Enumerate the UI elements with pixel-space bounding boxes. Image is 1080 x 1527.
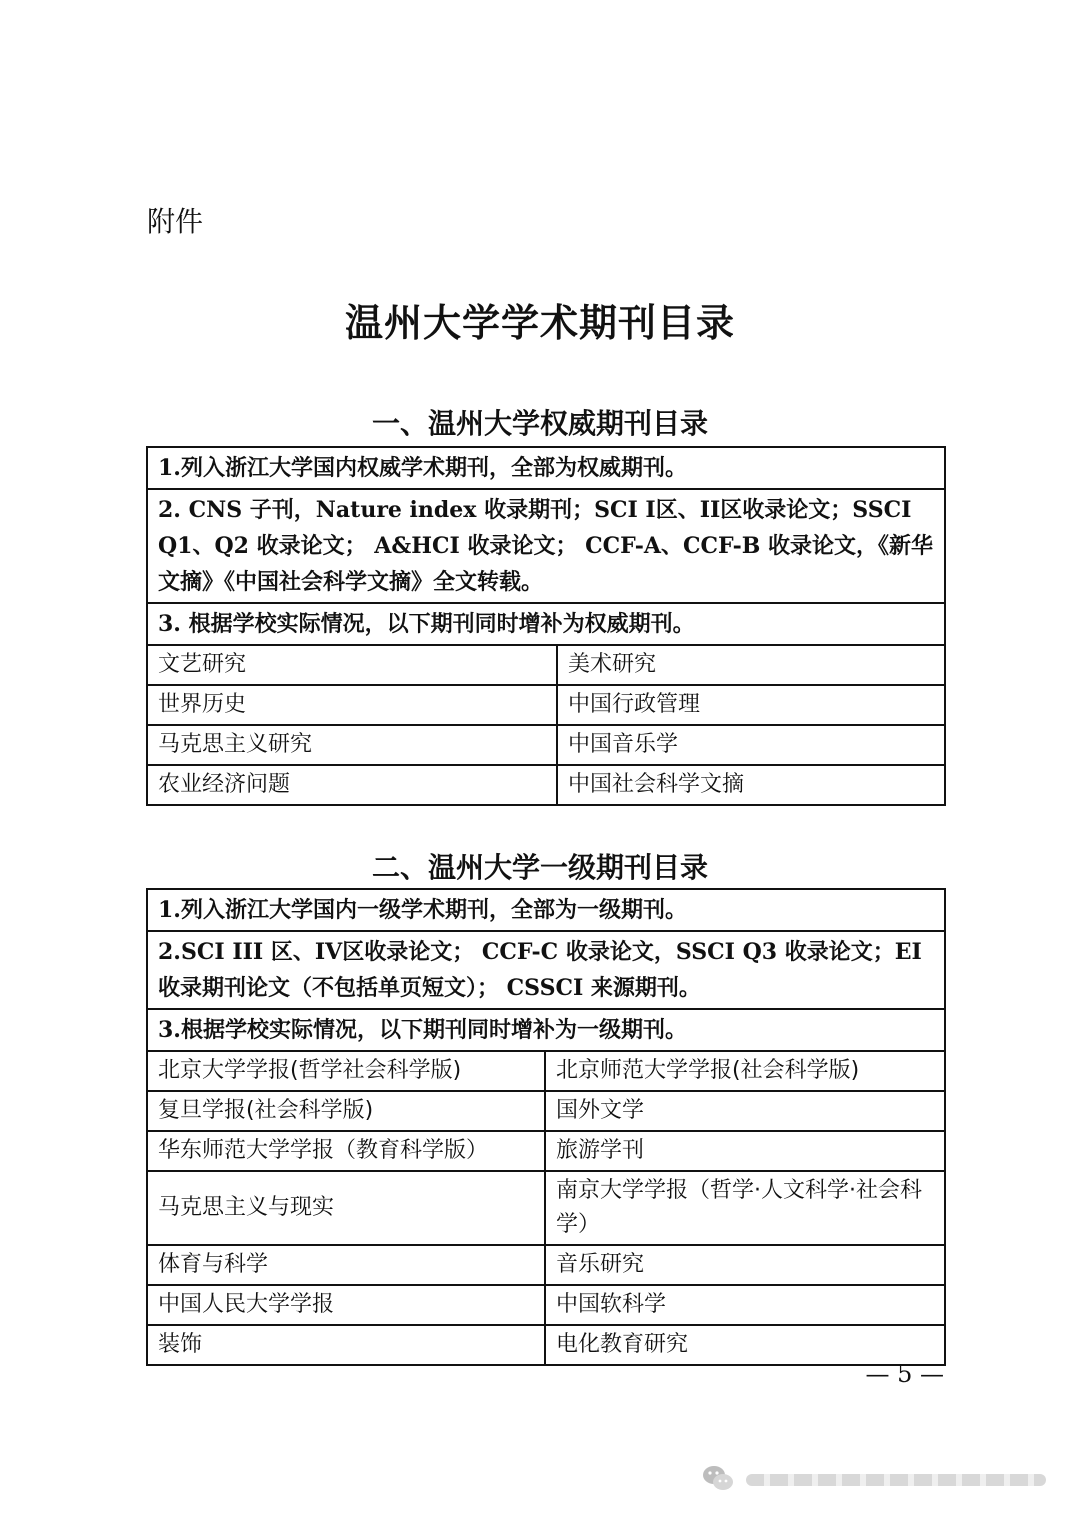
journal-cell: 北京师范大学学报(社会科学版)	[545, 1051, 945, 1091]
criteria-cell: 3. 根据学校实际情况，以下期刊同时增补为权威期刊。	[147, 603, 945, 645]
journal-cell: 中国软科学	[545, 1285, 945, 1325]
wechat-icon	[700, 1460, 736, 1496]
journal-cell: 文艺研究	[147, 645, 557, 685]
criteria-cell: 2.SCI III 区、IV区收录论文； CCF-C 收录论文，SSCI Q3 收录论文；EI 收录期刊论文（不包括单页短文）； CSSCI 来源期刊。	[147, 931, 945, 1009]
criteria-row	[147, 489, 945, 603]
table-row	[147, 645, 945, 685]
journal-cell: 国外文学	[545, 1091, 945, 1131]
journal-cell: 体育与科学	[147, 1245, 545, 1285]
criteria-row	[147, 603, 945, 645]
journal-cell: 复旦学报(社会科学版)	[147, 1091, 545, 1131]
first-class-journal-table	[146, 888, 946, 1366]
table-row	[147, 685, 945, 725]
page-number: — 5 —	[865, 1360, 944, 1388]
criteria-row	[147, 889, 945, 931]
table-row	[147, 1051, 945, 1091]
attachment-label: 附件	[147, 205, 204, 238]
table-row	[147, 1285, 945, 1325]
journal-cell: 中国行政管理	[557, 685, 945, 725]
journal-cell: 美术研究	[557, 645, 945, 685]
criteria-cell: 2. CNS 子刊，Nature index 收录期刊；SCI I区、II区收录论文；SSCI Q1、Q2 收录论文； A&HCI 收录论文； CCF-A、CCF-B 收录论文，《新华文摘》《中国社会科学文摘》全文转载。	[147, 489, 945, 603]
table-row	[147, 1091, 945, 1131]
journal-cell: 装饰	[147, 1325, 545, 1365]
journal-cell: 电化教育研究	[545, 1325, 945, 1365]
criteria-cell: 3.根据学校实际情况，以下期刊同时增补为一级期刊。	[147, 1009, 945, 1051]
criteria-cell: 1.列入浙江大学国内权威学术期刊，全部为权威期刊。	[147, 447, 945, 489]
journal-cell: 中国社会科学文摘	[557, 765, 945, 805]
journal-cell: 北京大学学报(哲学社会科学版)	[147, 1051, 545, 1091]
criteria-row	[147, 1009, 945, 1051]
journal-cell: 南京大学学报（哲学·人文科学·社会科学）	[545, 1171, 945, 1245]
table-row	[147, 1325, 945, 1365]
journal-cell: 华东师范大学学报（教育科学版）	[147, 1131, 545, 1171]
section-title-first-class: 二、温州大学一级期刊目录	[371, 851, 708, 884]
table-row	[147, 1171, 945, 1245]
section-title-authority: 一、温州大学权威期刊目录	[371, 407, 708, 440]
criteria-cell: 1.列入浙江大学国内一级学术期刊，全部为一级期刊。	[147, 889, 945, 931]
journal-cell: 马克思主义与现实	[147, 1171, 545, 1245]
table-row	[147, 725, 945, 765]
journal-cell: 中国人民大学学报	[147, 1285, 545, 1325]
table-row	[147, 1245, 945, 1285]
journal-cell: 旅游学刊	[545, 1131, 945, 1171]
page-title: 温州大学学术期刊目录	[344, 301, 735, 345]
authority-journal-table	[146, 446, 946, 806]
journal-cell: 音乐研究	[545, 1245, 945, 1285]
watermark-bar	[746, 1474, 1046, 1486]
journal-cell: 马克思主义研究	[147, 725, 557, 765]
journal-cell: 世界历史	[147, 685, 557, 725]
table-row	[147, 765, 945, 805]
criteria-row	[147, 931, 945, 1009]
criteria-row	[147, 447, 945, 489]
journal-cell: 农业经济问题	[147, 765, 557, 805]
watermark	[700, 1460, 1045, 1500]
table-row	[147, 1131, 945, 1171]
journal-cell: 中国音乐学	[557, 725, 945, 765]
